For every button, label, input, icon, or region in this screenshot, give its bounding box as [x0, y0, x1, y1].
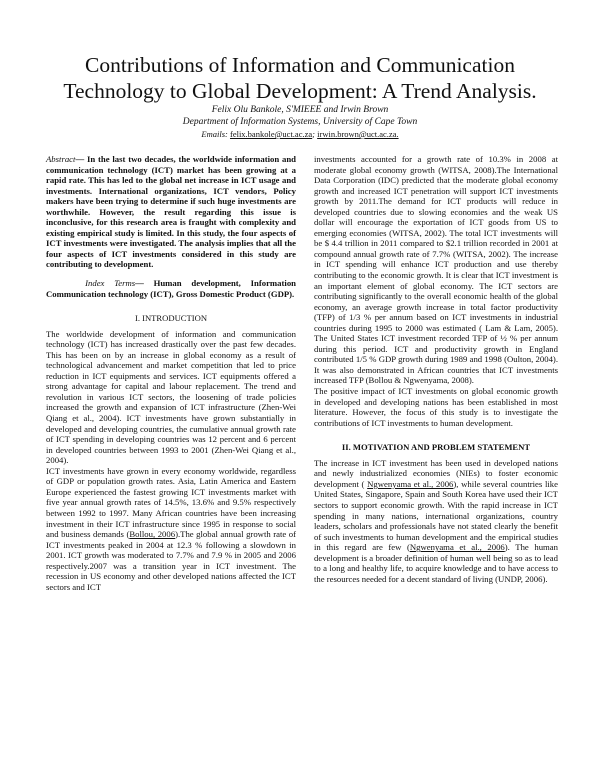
paper-title: Contributions of Information and Communication Technology to Global Development: A Trend Analysis. [63, 53, 537, 103]
emails-label: Emails: [201, 129, 228, 139]
abstract-label: Abstract [46, 154, 76, 164]
citation-ngwenyama-2: Ngwenyama et al., 2006 [409, 542, 505, 553]
section-heading-motivation: II. MOTIVATION AND PROBLEM STATEMENT [341, 442, 531, 453]
intro-paragraph-2 [46, 466, 296, 593]
motivation-part-c: ). The human development is a broader definition of human well being so as to lead to a long and healthy life, to acquire knowledge and to have access to the resources needed for a decent standard of living (UNDP, 2006). [314, 542, 558, 584]
emails [40, 128, 560, 140]
motivation-part-a: The increase in ICT investment has been used in developed nations and newly industrialized economies (NIEs) to foster economic development ( [314, 457, 558, 489]
right-column [314, 154, 558, 584]
index-terms [46, 278, 296, 299]
motivation-paragraph [314, 458, 558, 585]
email-link-bankole[interactable]: felix.bankole@uct.ac.za [229, 129, 313, 139]
intro-paragraph-1: The worldwide development of information and communication technology (ICT) has increased drastically over the past few decades. This has been on by an increase in global economy as a result of technological advancement and market competition that led to price reduction in ICT equipments and services. ICT equipments offered a strong advantage for capital and labour replacement. The trend and revolution in various ICT sectors, the loosening of trade policies increased the growth and expansion of ICT infrastructure (Zhen-Wei Qiang et al., 2004). ICT investments have grown substantially in developed and developing countries, the cumulative annual growth rate of ICT spending in developing countries was 12 percent and 6 percent in developed countries between 1993 to 2001 (Zhen-Wei Qiang et al., 2004). [46, 328, 296, 466]
index-terms-label: Index Terms [85, 278, 136, 289]
authors: Felix Olu Bankole, S'MIEEE and Irwin Brown [211, 105, 389, 115]
left-column [46, 154, 296, 592]
email-separator: ; [312, 129, 315, 139]
affiliation: Department of Information Systems, University of Cape Town [182, 117, 418, 127]
right-paragraph-2: The positive impact of ICT investments on global economic growth in developed and developing nations has been established in most literature. However, the focus of this study is to investigate the contributions of ICT investments to human development. [314, 386, 558, 428]
citation-ngwenyama-1: Ngwenyama et al., 2006 [367, 478, 454, 489]
citation-bollou: Bollou, 2006 [129, 529, 176, 540]
abstract-body: — In the last two decades, the worldwide information and communication technology (ICT) market has been growing at a rapid rate. This has led to the global net increase in ICT usage and investments. International organizations, ICT vendors, Policy makers have been trying to determine if such huge investments are worthwhile. However, the result regarding this issue is inconclusive, for this research area is fraught with complexity and existing empirical study is limited. In this study, the four aspects of ICT investments were investigated. The analysis implies that all the four aspects of ICT investments considered in this study are contributing to development. [46, 154, 296, 270]
intro-paragraph-2-part-a: ICT investments have grown in every economy worldwide, regardless of GDP or population growth rates. Asia, Latin America and Eastern Europe experienced the fastest growing ICT investments market with five year annual growth rates of 14.5%, 13.6% and 9.5% respectively between 1992 to 1997. Many African countries have been increasing investment in their ICT infrastructure since 1995 in response to social and business demands ( [46, 465, 296, 540]
abstract [46, 154, 296, 270]
motivation-part-b: ), while several countries like United States, Singapore, Spain and South Korea have used their ICT sectors to support economic growth. With the rapid increase in ICT spending in many nations, international organizations, country leaders, scholars and professionals have not stated clearly the benefit of such investments to human development and the empirical studies in this regard are few ( [314, 478, 559, 553]
intro-paragraph-2-part-b: ).The global annual growth rate of ICT investments peaked in 2004 at 12.3 % following a slowdown in 2001. ICT growth was moderated to 7.7% and 7.9 % in 2005 and 2006 respectively.2007 was a transition year in ICT investment. The recession in US economy and other developed nations affected the ICT sectors and ICT [46, 529, 297, 592]
right-paragraph-1: investments accounted for a growth rate of 10.3% in 2008 at moderate global economy growth (WITSA, 2008).The International Data Corporation (IDC) predicted that the moderate global economy growth and increased ICT penetration will support ICT investments growth by 2011.The demand for ICT products will reduce in developed countries due to slowing economies and the weak US dollar will encourage the exportation of ICT goods from US to emerging economies (WITSA, 2002). The total ICT investments will be $ 4.4 trillion in 2011 compared to $2.1 trillion recorded in 2001 at compound annual growth rate of 7.7% (WITSA, 2002). The increase in ICT spending will enhance ICT production and use thereby contributing to the economic growth. It is clear that ICT investment is an important element of global economy. The ICT sectors are contributing significantly to the overall economic health of the global economy, an average growth increase in total factor productivity (TFP) of 1/3 % per annum based on ICT investments in industrial countries during 1995 to 2000 was estimated ( Lam & Lam, 2005). The United States ICT investment recorded TFP of ½ % per annum during this period. ICT and productivity growth in England contributed 1/5 % GDP growth during 1989 and 1998 (Oulton, 2004). It was also demonstrated in African countries that ICT investments increased TFP (Bollou & Ngwenyama, 2008). [314, 154, 558, 386]
index-terms-body: — Human development, Information Communication technology (ICT), Gross Domestic Product (GDP). [46, 278, 296, 299]
section-heading-introduction: I. INTRODUCTION [134, 313, 208, 324]
email-link-brown[interactable]: irwin.brown@uct.ac.za. [317, 129, 399, 139]
